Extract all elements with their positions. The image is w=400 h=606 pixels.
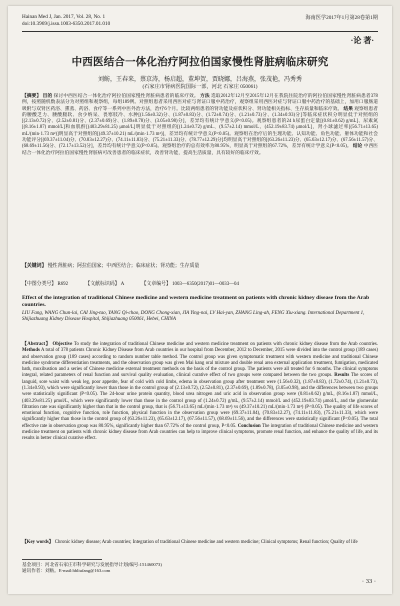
en-conclusion-text: The integration of traditional Chinese medicine and western medicine treatment on patients with chronic kidney disease from Arab countries can help to improve clinical symptoms, promote renal function, and enhance the quality of life, and its results in better clinical curative effect. (22, 423, 378, 442)
objective-label: Objective (52, 342, 73, 347)
chinese-abstract (22, 94, 378, 157)
section-tag: ·论 著· (350, 36, 374, 45)
running-header-left (22, 14, 110, 27)
result-text: 观察组患者的腰酸乏力、腰酸腿软、食少纳呆、畏寒肢冷、水肿[(1.56±0.32)分、(1.87±0.83)分、(1.72±0.74)分、(1.21±0.73)分、(1.34±0.93)分]等临床症状积分明显低于对照组的[(2.13±0.72)分、(2.52±0.81)分、(2.37±0.69)分、(1.89±0.78)分、(3.05±0.98)分]，差异均有统计学意义(P<0.05)。观察组患者的24 h尿蛋白定量[(0.81±0.62) g/mL]、尿素氮[(8.16±1.87) mmol/L]和血肌酐[(403.29±81.25) μmol/L]明显低于对照组的[(1.24±0.72) g/mL、(9.57±2.14) mmol/L、(452.19±83.74) μmol/L]，肾小球滤过率[(56.71±13.65) mL/(min·1.73 m²)]明显高于对照组的[(49.37±10.21) mL/(min·1.73 m²)]，差异均有统计学意义(P<0.05)。观察组在治疗后的生理功能、认知功能、角色功能、躯体功能和社会功能评分[(69.37±11.04)分、(70.83±12.27)分、(74.11±11.83)分、(75.21±11.33)分、(78.77±12.29)分]均明显高于对照组的[(63.26±11.23)分、(65.63±12.17)分、(67.56±11.57)分、(68.69±11.56)分、(72.17±13.52)分]，差异均有统计学意义(P<0.05)。观察组治疗的总有效率为80.95%，明显高于对照组的67.72%，差异有统计学意义(P<0.05)。 (22, 106, 378, 150)
methods-text: A total of 378 patients Chronic Kidney Disease from Arab countries in our hospital from December, 2012 to December, 2015 were divided into the control group (189 cases) and observation group (189 cases) according to random number table method. The control group was given symptomatic treatment with western medicine and traditional Chinese medicine syndrome differentiation treatments, and the observation group was given Mai kang oral mixture and double renal area external application treatment, fumigation, medicated bath, moxibustion and a series of Chinese medicine external treatment methods on the basis of the control group. The patients were all treated for 6 months. The clinical symptoms integral, related parameters of renal function and survival quality evaluation, clinical curative effect of two groups were compared between the two groups. (22, 348, 379, 379)
objective-text: To study the integration of traditional Chinese medicine and western medicine treatment on patients with chronic kidney disease from the Arab countries. (73, 342, 378, 347)
classification-line (22, 280, 378, 287)
affiliation: (石家庄市肾病医院国际一部，河北 石家庄 050061) (142, 84, 258, 90)
clc-number: 【中图分类号】 R692 (22, 282, 69, 287)
english-keywords (22, 540, 378, 546)
english-authors: LIU Fang, WANG Chun-lai, CAI Jing-tao, YANG Qi-chao, DONG Chong-xian, JIA Ying-nai, LV Hai-yan, ZHANG Ling-ah, FENG Xiu-xiang. International Department 1, Shijiazhuang Kidney Disease Hospital, Shijiazhuang 050061, Hebei, CHINA (22, 311, 365, 323)
keywords-text: 慢性肾脏病；阿拉伯国家；中西医结合；临床症状；肾功能；生存质量 (47, 264, 200, 269)
en-conclusion-label: Conclusion (237, 423, 261, 429)
abstract-label: 【摘要】 (22, 94, 42, 99)
journal-page (8, 6, 392, 594)
article-number: 【文章编号】 1003—6350(2017)01—0033—04 (141, 282, 239, 287)
english-abstract (22, 342, 378, 443)
page-number: · 33 · (361, 578, 376, 585)
keywords-label: 【关键词】 (22, 264, 47, 269)
method-label: 方法 (200, 94, 210, 99)
journal-citation-cn: 海南医学2017年1月第28卷第1期 (305, 15, 378, 21)
journal-citation-en: Hainan Med J, Jan. 2017, Vol. 28, No. 1 (22, 14, 106, 20)
methods-label: Methods (22, 348, 40, 354)
conclusion-text: 中西医结合一体化治疗阿拉伯国家慢性肾脏病可改善患者的临床症状，改善肾功能，提高生活质量，具有较好的临床疗效。 (22, 144, 378, 156)
conclusion-label: 结论 (352, 144, 363, 150)
results-label: Results (334, 373, 350, 379)
document-code: 【文献标识码】 A (85, 282, 125, 287)
goal-text: 探讨中西医结合一体化治疗阿拉伯国家慢性肾脏病患者的临床疗效。 (53, 94, 199, 99)
fund-note: 基金项目：河北省石家庄市科学研究与发展指导计划(编号:151460073) (22, 562, 162, 567)
en-keywords-label: 【Key words】 (22, 540, 54, 545)
footnote (22, 562, 378, 574)
goal-label: 目的 (42, 94, 53, 99)
english-title: Effect of the integration of traditional Chinese medicine and western medicine treatment on patients with chronic kidney disease from the Arab countries. (22, 295, 370, 309)
en-abstract-label: 【Abstract】 (22, 342, 51, 347)
article-title: 中西医结合一体化治疗阿拉伯国家慢性肾脏病临床研究 (71, 56, 329, 68)
result-label: 结果 (343, 106, 354, 112)
en-keywords-text: Chronic kidney disease; Arab countries; Integration of traditional Chinese medicine and western medicine; Clinical symptoms; Renal function; Quality of life (54, 540, 358, 545)
chinese-keywords (22, 264, 378, 270)
author-list: 刘鲂，王春来，蔡京涛，杨启超，董坤贺，贾晓娜，吕海燕，张茂艳，冯秀秀 (97, 77, 302, 83)
header-divider (22, 31, 378, 32)
footnote-divider (22, 559, 102, 560)
contact-note: 通讯作者：刘鲂。E-mail:hbliufang@163.com (22, 568, 111, 574)
method-text: 选取2012年12月至2015年12月在我院住院治疗的阿拉伯国家慢性肾脏病患者378例，按照随机数表法分为对照组和观察组，每组189例。对照组患者采用西医对症与肾证口服中药治疗，观察组采用西医对症与肾证口服中药治疗的基础上，加用口服肠道吸附与双肾区药浴、熏蒸、药浴、食疗等一系列中医外治方法，治疗6个月。比较两组患者的肾功能及症状积分、肾功能相关指标、生存质量和临床疗效。 (22, 94, 378, 112)
results-text: The scores of languid, sore waist with weak leg, poor appetite, fear of cold with cold limbs, edema in observation group after treatment were (1.56±0.32), (1.87±0.83), (1.72±0.74), (1.21±0.73), (1.34±0.93), which were significantly lower than those in the control group of (2.13±0.72), (2.52±0.81), (2.37±0.69), (1.89±0.78), (3.05±0.98), and the differences between two groups were statistically significant (P<0.05). The 24-hour urine protein quantity, blood urea nitrogen and uric acid in observation group were (0.81±0.62) g/mL, (8.16±1.87) mmol/L, (403.29±81.25) μmol/L, which were significantly lower than those in the control group of (1.24±0.72) g/mL, (9.57±2.14) mmol/L and (452.19±83.74) μmol/L, and the glomerular filtration rate was significantly higher than that in the control group, that is (56.71±13.65) mL/(min·1.73 m²) vs (49.37±10.21) mL/(min·1.73 m²) (P<0.05). The quality of life scores of emotional function, cognitive function, role function, physical function in the observation group were (69.37±11.04), (70.83±12.27), (74.11±11.83), (75.21±11.33), which were significantly higher than those in the control group of (63.26±11.23), (65.63±12.17), (67.56±11.57), (68.69±11.56), and the differences were statistically significant (P<0.05). The total effective rate in observation group was 80.95%, significantly higher than 67.72% of the control group, P<0.05. (22, 373, 378, 429)
doi: doi:10.3969/j.issn.1003-6350.2017.01.010 (22, 20, 111, 27)
